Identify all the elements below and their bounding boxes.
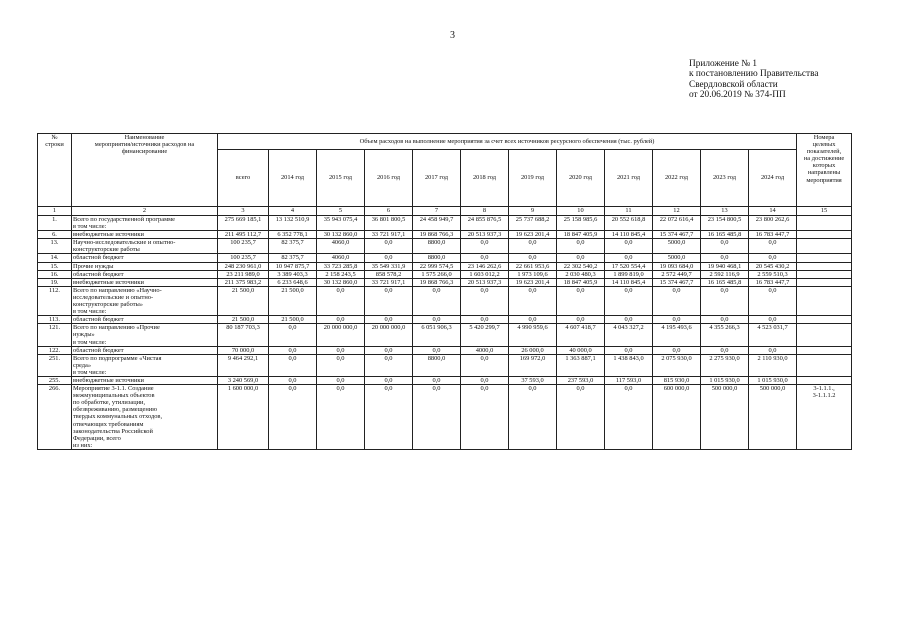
value-cell: 0,0 bbox=[461, 316, 509, 324]
value-cell: 3 389 403,3 bbox=[269, 270, 317, 278]
row-name-line: среда» bbox=[73, 361, 92, 369]
value-cell: 40 000,0 bbox=[557, 346, 605, 354]
row-name-line: областной бюджет bbox=[73, 254, 124, 262]
row-name bbox=[72, 376, 218, 384]
table-row bbox=[38, 262, 852, 270]
value-cell: 100 235,7 bbox=[218, 254, 269, 262]
value-cell: 20 000 000,0 bbox=[365, 324, 413, 346]
value-cell: 19 868 766,3 bbox=[413, 231, 461, 239]
value-cell: 0,0 bbox=[701, 239, 749, 254]
value-cell: 1 603 012,2 bbox=[461, 270, 509, 278]
table-row bbox=[38, 216, 852, 231]
target-indicator-cell bbox=[797, 376, 852, 384]
value-cell: 4 043 327,2 bbox=[605, 324, 653, 346]
value-cell: 23 211 989,0 bbox=[218, 270, 269, 278]
header-year-10: 2023 год bbox=[701, 150, 749, 207]
value-cell: 0,0 bbox=[413, 346, 461, 354]
value-cell: 0,0 bbox=[269, 354, 317, 376]
value-cell: 500 000,0 bbox=[701, 385, 749, 450]
value-cell: 0,0 bbox=[461, 376, 509, 384]
value-cell: 0,0 bbox=[365, 346, 413, 354]
row-name bbox=[72, 254, 218, 262]
target-indicator-cell bbox=[797, 385, 852, 450]
appendix-line-1: Приложение № 1 bbox=[689, 59, 758, 69]
value-cell: 1 015 930,0 bbox=[701, 376, 749, 384]
header-year-1: 2014 год bbox=[269, 150, 317, 207]
value-cell: 13 132 510,9 bbox=[269, 216, 317, 231]
row-number: 19. bbox=[38, 278, 72, 286]
row-name-line: областной бюджет bbox=[73, 346, 124, 354]
target-indicator-cell bbox=[797, 262, 852, 270]
value-cell: 169 972,0 bbox=[509, 354, 557, 376]
target-indicator-cell bbox=[797, 254, 852, 262]
row-number: 266. bbox=[38, 385, 72, 450]
value-cell: 3 240 569,0 bbox=[218, 376, 269, 384]
value-cell: 4 355 266,3 bbox=[701, 324, 749, 346]
value-cell: 22 072 616,4 bbox=[653, 216, 701, 231]
column-number-10: 10 bbox=[557, 207, 605, 216]
table-row bbox=[38, 324, 852, 346]
value-cell: 9 464 292,1 bbox=[218, 354, 269, 376]
value-cell: 0,0 bbox=[365, 385, 413, 450]
row-number: 15. bbox=[38, 262, 72, 270]
value-cell: 0,0 bbox=[653, 316, 701, 324]
header-year-2: 2015 год bbox=[317, 150, 365, 207]
value-cell: 19 623 201,4 bbox=[509, 278, 557, 286]
value-cell: 4 523 031,7 bbox=[749, 324, 797, 346]
value-cell: 275 669 185,1 bbox=[218, 216, 269, 231]
column-number-2: 2 bbox=[72, 207, 218, 216]
row-name-line: внебюджетные источники bbox=[73, 231, 144, 239]
budget-table bbox=[37, 133, 852, 450]
value-cell: 14 110 845,4 bbox=[605, 231, 653, 239]
value-cell: 18 847 405,9 bbox=[557, 231, 605, 239]
value-cell: 248 230 961,0 bbox=[218, 262, 269, 270]
value-cell: 0,0 bbox=[701, 316, 749, 324]
row-name-line: Всего по государственной программе bbox=[73, 216, 176, 223]
value-cell: 0,0 bbox=[605, 316, 653, 324]
row-number: 1. bbox=[38, 216, 72, 231]
value-cell: 100 235,7 bbox=[218, 239, 269, 254]
value-cell: 6 233 648,6 bbox=[269, 278, 317, 286]
row-name-line: обезвреживанию, размещению bbox=[73, 406, 157, 414]
value-cell: 0,0 bbox=[557, 254, 605, 262]
value-cell: 0,0 bbox=[605, 385, 653, 450]
value-cell: 36 801 800,5 bbox=[365, 216, 413, 231]
value-cell: 19 093 684,0 bbox=[653, 262, 701, 270]
value-cell: 0,0 bbox=[461, 286, 509, 315]
value-cell: 0,0 bbox=[317, 354, 365, 376]
target-indicator-cell bbox=[797, 231, 852, 239]
value-cell: 0,0 bbox=[461, 254, 509, 262]
row-name bbox=[72, 316, 218, 324]
table-row bbox=[38, 346, 852, 354]
column-number-5: 5 bbox=[317, 207, 365, 216]
row-name-line: межмуниципальных объектов bbox=[73, 392, 155, 400]
value-cell: 24 855 876,5 bbox=[461, 216, 509, 231]
row-name-line: Всего по направлению «Научно- bbox=[73, 286, 162, 294]
value-cell: 4 195 493,6 bbox=[653, 324, 701, 346]
row-name-line: Всего по направлению «Прочие bbox=[73, 324, 160, 332]
row-name-line: Всего по подпрограмме «Чистая bbox=[73, 354, 162, 362]
value-cell: 33 723 285,8 bbox=[317, 262, 365, 270]
value-cell: 1 600 000,0 bbox=[218, 385, 269, 450]
row-name bbox=[72, 270, 218, 278]
value-cell: 20 513 937,3 bbox=[461, 231, 509, 239]
row-name-line: в том числе: bbox=[73, 308, 107, 316]
value-cell: 0,0 bbox=[269, 385, 317, 450]
target-indicator-cell bbox=[797, 216, 852, 231]
header-year-3: 2016 год bbox=[365, 150, 413, 207]
row-number: 122. bbox=[38, 346, 72, 354]
table-row bbox=[38, 270, 852, 278]
row-number: 14. bbox=[38, 254, 72, 262]
value-cell: 0,0 bbox=[365, 239, 413, 254]
column-number-8: 8 bbox=[461, 207, 509, 216]
appendix-line-3: Свердловской области bbox=[689, 79, 778, 90]
value-cell: 1 438 843,0 bbox=[605, 354, 653, 376]
value-cell: 14 110 845,4 bbox=[605, 278, 653, 286]
value-cell: 16 165 485,8 bbox=[701, 278, 749, 286]
target-indicator-cell bbox=[797, 316, 852, 324]
header-row-number: № строки bbox=[38, 134, 72, 207]
value-cell: 0,0 bbox=[701, 346, 749, 354]
value-cell: 25 158 985,6 bbox=[557, 216, 605, 231]
value-cell: 2 158 243,5 bbox=[317, 270, 365, 278]
value-cell: 8800,0 bbox=[413, 254, 461, 262]
header-year-4: 2017 год bbox=[413, 150, 461, 207]
value-cell: 0,0 bbox=[653, 346, 701, 354]
value-cell: 0,0 bbox=[269, 346, 317, 354]
value-cell: 858 578,2 bbox=[365, 270, 413, 278]
value-cell: 0,0 bbox=[509, 286, 557, 315]
value-cell: 5000,0 bbox=[653, 239, 701, 254]
row-name-line: внебюджетные источники bbox=[73, 278, 144, 286]
value-cell: 16 783 447,7 bbox=[749, 231, 797, 239]
value-cell: 0,0 bbox=[509, 385, 557, 450]
column-number-4: 4 bbox=[269, 207, 317, 216]
value-cell: 0,0 bbox=[509, 316, 557, 324]
value-cell: 35 943 075,4 bbox=[317, 216, 365, 231]
value-cell: 18 847 405,9 bbox=[557, 278, 605, 286]
header-year-11: 2024 год bbox=[749, 150, 797, 207]
value-cell: 600 000,0 bbox=[653, 385, 701, 450]
value-cell: 20 552 618,8 bbox=[605, 216, 653, 231]
value-cell: 0,0 bbox=[557, 239, 605, 254]
value-cell: 24 458 949,7 bbox=[413, 216, 461, 231]
value-cell: 0,0 bbox=[413, 316, 461, 324]
value-cell: 30 132 860,0 bbox=[317, 278, 365, 286]
value-cell: 23 154 800,5 bbox=[701, 216, 749, 231]
appendix-block bbox=[689, 59, 819, 101]
value-cell: 0,0 bbox=[317, 376, 365, 384]
row-number: 16. bbox=[38, 270, 72, 278]
table-row bbox=[38, 376, 852, 384]
row-name bbox=[72, 216, 218, 231]
value-cell: 0,0 bbox=[461, 354, 509, 376]
value-cell: 0,0 bbox=[269, 324, 317, 346]
value-cell: 16 783 447,7 bbox=[749, 278, 797, 286]
header-year-0: всего bbox=[218, 150, 269, 207]
value-cell: 5000,0 bbox=[653, 254, 701, 262]
row-name-line: Научно-исследовательские и опытно- bbox=[73, 239, 176, 247]
value-cell: 8800,0 bbox=[413, 239, 461, 254]
value-cell: 22 302 540,2 bbox=[557, 262, 605, 270]
value-cell: 2 110 930,0 bbox=[749, 354, 797, 376]
value-cell: 33 721 917,1 bbox=[365, 231, 413, 239]
row-name bbox=[72, 239, 218, 254]
value-cell: 117 593,0 bbox=[605, 376, 653, 384]
value-cell: 0,0 bbox=[413, 376, 461, 384]
value-cell: 0,0 bbox=[413, 286, 461, 315]
row-name-line: Федерации, всего bbox=[73, 434, 121, 442]
value-cell: 0,0 bbox=[557, 316, 605, 324]
header-year-7: 2020 год bbox=[557, 150, 605, 207]
target-indicator-cell bbox=[797, 270, 852, 278]
column-number-13: 13 bbox=[701, 207, 749, 216]
value-cell: 211 375 983,2 bbox=[218, 278, 269, 286]
value-cell: 0,0 bbox=[317, 385, 365, 450]
value-cell: 2 075 930,0 bbox=[653, 354, 701, 376]
column-number-12: 12 bbox=[653, 207, 701, 216]
row-name-line: областной бюджет bbox=[73, 316, 124, 324]
value-cell: 16 165 485,8 bbox=[701, 231, 749, 239]
value-cell: 70 000,0 bbox=[218, 346, 269, 354]
table-row bbox=[38, 231, 852, 239]
value-cell: 30 132 860,0 bbox=[317, 231, 365, 239]
value-cell: 4000,0 bbox=[461, 346, 509, 354]
value-cell: 15 374 467,7 bbox=[653, 231, 701, 239]
value-cell: 0,0 bbox=[365, 316, 413, 324]
target-indicator-line: 3-1.1.1.2 bbox=[812, 392, 836, 400]
value-cell: 0,0 bbox=[749, 346, 797, 354]
value-cell: 0,0 bbox=[269, 376, 317, 384]
header-year-8: 2021 год bbox=[605, 150, 653, 207]
table-row bbox=[38, 316, 852, 324]
value-cell: 0,0 bbox=[749, 239, 797, 254]
header-year-6: 2019 год bbox=[509, 150, 557, 207]
page-number: 3 bbox=[450, 30, 455, 41]
value-cell: 23 146 262,6 bbox=[461, 262, 509, 270]
row-number: 121. bbox=[38, 324, 72, 346]
row-name bbox=[72, 346, 218, 354]
header-year-5: 2018 год bbox=[461, 150, 509, 207]
value-cell: 500 000,0 bbox=[749, 385, 797, 450]
row-name-line: в том числе: bbox=[73, 223, 107, 231]
value-cell: 4 607 418,7 bbox=[557, 324, 605, 346]
value-cell: 1 575 266,0 bbox=[413, 270, 461, 278]
row-number: 113. bbox=[38, 316, 72, 324]
header-name: Наименование мероприятия/источники расходов на финансирование bbox=[72, 134, 218, 207]
target-indicator-cell bbox=[797, 278, 852, 286]
value-cell: 0,0 bbox=[749, 316, 797, 324]
value-cell: 21 500,0 bbox=[218, 316, 269, 324]
value-cell: 22 999 574,5 bbox=[413, 262, 461, 270]
value-cell: 0,0 bbox=[749, 254, 797, 262]
row-name bbox=[72, 278, 218, 286]
row-name-line: твердых коммунальных отходов, bbox=[73, 413, 163, 421]
row-number: 112. bbox=[38, 286, 72, 315]
value-cell: 0,0 bbox=[365, 254, 413, 262]
value-cell: 0,0 bbox=[605, 286, 653, 315]
target-indicator-cell bbox=[797, 354, 852, 376]
column-number-15: 15 bbox=[797, 207, 852, 216]
value-cell: 0,0 bbox=[317, 346, 365, 354]
value-cell: 2 572 449,7 bbox=[653, 270, 701, 278]
row-name bbox=[72, 324, 218, 346]
value-cell: 0,0 bbox=[365, 354, 413, 376]
row-name-line: Прочие нужды bbox=[73, 262, 114, 270]
row-name-line: из них: bbox=[73, 441, 93, 449]
value-cell: 20 545 430,2 bbox=[749, 262, 797, 270]
row-name bbox=[72, 231, 218, 239]
header-year-9: 2022 год bbox=[653, 150, 701, 207]
row-name-line: исследовательские и опытно- bbox=[73, 293, 154, 301]
table-row bbox=[38, 278, 852, 286]
header-volume-group: Объем расходов на выполнение мероприятия за счет всех источников ресурсного обеспечения (тыс. рублей) bbox=[218, 134, 797, 150]
value-cell: 0,0 bbox=[653, 286, 701, 315]
row-name bbox=[72, 354, 218, 376]
table-row bbox=[38, 385, 852, 450]
value-cell: 1 973 109,6 bbox=[509, 270, 557, 278]
value-cell: 17 520 554,4 bbox=[605, 262, 653, 270]
column-number-1: 1 bbox=[38, 207, 72, 216]
value-cell: 21 500,0 bbox=[269, 316, 317, 324]
row-number: 6. bbox=[38, 231, 72, 239]
value-cell: 0,0 bbox=[461, 239, 509, 254]
value-cell: 6 051 906,3 bbox=[413, 324, 461, 346]
target-indicator-cell bbox=[797, 324, 852, 346]
value-cell: 20 000 000,0 bbox=[317, 324, 365, 346]
row-name-line: по обработке, утилизации, bbox=[73, 399, 146, 407]
table-row bbox=[38, 286, 852, 315]
value-cell: 2 592 116,9 bbox=[701, 270, 749, 278]
value-cell: 0,0 bbox=[317, 316, 365, 324]
row-name-line: в том числе: bbox=[73, 368, 107, 376]
row-name-line: конструкторские работы bbox=[73, 246, 140, 254]
appendix-line-4: от 20.06.2019 № 374-ПП bbox=[689, 90, 786, 101]
row-name-line: Мероприятие 3-1.1. Создание bbox=[73, 385, 154, 393]
value-cell: 2 030 480,3 bbox=[557, 270, 605, 278]
row-name-line: областной бюджет bbox=[73, 270, 124, 278]
value-cell: 0,0 bbox=[317, 286, 365, 315]
row-name bbox=[72, 262, 218, 270]
value-cell: 19 623 201,4 bbox=[509, 231, 557, 239]
value-cell: 0,0 bbox=[461, 385, 509, 450]
table-row bbox=[38, 354, 852, 376]
value-cell: 80 187 703,3 bbox=[218, 324, 269, 346]
target-indicator-cell bbox=[797, 346, 852, 354]
value-cell: 4060,0 bbox=[317, 239, 365, 254]
value-cell: 19 868 766,3 bbox=[413, 278, 461, 286]
row-number: 13. bbox=[38, 239, 72, 254]
value-cell: 20 513 937,3 bbox=[461, 278, 509, 286]
row-number: 255. bbox=[38, 376, 72, 384]
target-indicator-cell bbox=[797, 286, 852, 315]
header-target-indicators: Номера целевых показателей, на достижение которых направлены мероприятия bbox=[797, 134, 852, 207]
column-number-3: 3 bbox=[218, 207, 269, 216]
value-cell: 237 593,0 bbox=[557, 376, 605, 384]
value-cell: 15 374 467,7 bbox=[653, 278, 701, 286]
value-cell: 22 661 953,6 bbox=[509, 262, 557, 270]
value-cell: 2 559 510,3 bbox=[749, 270, 797, 278]
row-number: 251. bbox=[38, 354, 72, 376]
target-indicator-cell bbox=[797, 239, 852, 254]
column-number-9: 9 bbox=[509, 207, 557, 216]
value-cell: 0,0 bbox=[365, 286, 413, 315]
value-cell: 82 375,7 bbox=[269, 254, 317, 262]
value-cell: 4 990 959,6 bbox=[509, 324, 557, 346]
value-cell: 815 930,0 bbox=[653, 376, 701, 384]
column-number-7: 7 bbox=[413, 207, 461, 216]
value-cell: 0,0 bbox=[509, 254, 557, 262]
value-cell: 0,0 bbox=[605, 239, 653, 254]
value-cell: 0,0 bbox=[509, 239, 557, 254]
value-cell: 25 737 688,2 bbox=[509, 216, 557, 231]
row-name-line: в том числе: bbox=[73, 338, 107, 346]
target-indicator-line: 3-1.1.1., bbox=[813, 385, 835, 393]
row-name-line: отвечающих требованиям bbox=[73, 420, 144, 428]
row-name bbox=[72, 385, 218, 450]
value-cell: 4060,0 bbox=[317, 254, 365, 262]
row-name-line: нужды» bbox=[73, 331, 95, 339]
appendix-line-2: к постановлению Правительства bbox=[689, 69, 819, 80]
value-cell: 1 363 887,1 bbox=[557, 354, 605, 376]
value-cell: 21 500,0 bbox=[269, 286, 317, 315]
value-cell: 0,0 bbox=[557, 385, 605, 450]
value-cell: 0,0 bbox=[749, 286, 797, 315]
value-cell: 33 721 917,1 bbox=[365, 278, 413, 286]
value-cell: 0,0 bbox=[557, 286, 605, 315]
value-cell: 82 375,7 bbox=[269, 239, 317, 254]
value-cell: 0,0 bbox=[413, 385, 461, 450]
column-number-14: 14 bbox=[749, 207, 797, 216]
value-cell: 10 947 875,7 bbox=[269, 262, 317, 270]
column-number-11: 11 bbox=[605, 207, 653, 216]
value-cell: 0,0 bbox=[605, 254, 653, 262]
value-cell: 37 593,0 bbox=[509, 376, 557, 384]
row-name-line: законодательства Российской bbox=[73, 427, 153, 435]
value-cell: 0,0 bbox=[365, 376, 413, 384]
value-cell: 23 800 262,6 bbox=[749, 216, 797, 231]
value-cell: 19 940 468,1 bbox=[701, 262, 749, 270]
value-cell: 6 352 778,1 bbox=[269, 231, 317, 239]
value-cell: 0,0 bbox=[701, 254, 749, 262]
value-cell: 35 549 331,9 bbox=[365, 262, 413, 270]
value-cell: 0,0 bbox=[605, 346, 653, 354]
value-cell: 21 500,0 bbox=[218, 286, 269, 315]
table-row bbox=[38, 254, 852, 262]
row-name-line: внебюджетные источники bbox=[73, 376, 144, 384]
value-cell: 211 495 112,7 bbox=[218, 231, 269, 239]
value-cell: 5 420 299,7 bbox=[461, 324, 509, 346]
value-cell: 0,0 bbox=[701, 286, 749, 315]
value-cell: 1 899 819,0 bbox=[605, 270, 653, 278]
column-number-6: 6 bbox=[365, 207, 413, 216]
value-cell: 26 000,0 bbox=[509, 346, 557, 354]
value-cell: 2 275 930,0 bbox=[701, 354, 749, 376]
row-name bbox=[72, 286, 218, 315]
row-name-line: конструкторские работы» bbox=[73, 301, 143, 309]
table-row bbox=[38, 239, 852, 254]
value-cell: 1 015 930,0 bbox=[749, 376, 797, 384]
value-cell: 8800,0 bbox=[413, 354, 461, 376]
